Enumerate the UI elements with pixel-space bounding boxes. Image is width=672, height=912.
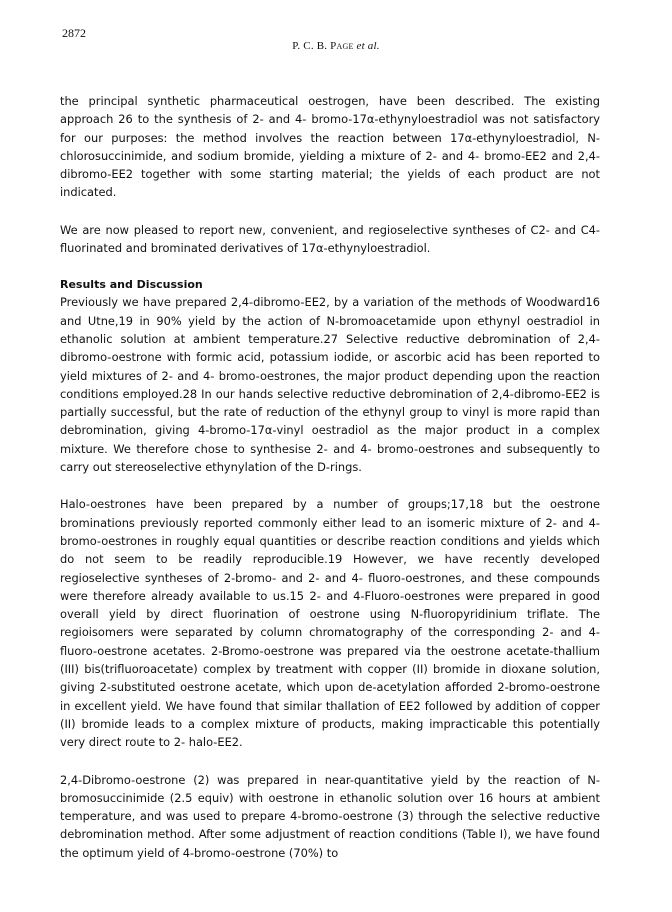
paragraph-results-3: 2,4-Dibromo-oestrone (2) was prepared in near-quantitative yield by the reaction of N-bromosuccinimide (2.5 equiv) with oestrone in ethanolic solution over 16 hours at ambient temperature, and was used to prepare 4-bromo-oestrone (3) through the selective reductive debromination method. After some adjustment of reaction conditions (Table I), we have found the optimum yield of 4-bromo-oestrone (70%) to — [60, 772, 600, 860]
paragraph-results-2: Halo-oestrones have been prepared by a number of groups;17,18 but the oestrone brominations previously reported commonly either lead to an isomeric mixture of 2- and 4- bromo-oestrones in roughly equal quantities or describe reaction conditions and yields which do not seem to be readily reproducible.19 However, we have recently developed regioselective syntheses of 2-bromo- and 2- and 4- fluoro-oestrones, and these compounds were therefore already available to us.15 2- and 4-Fluoro-oestrones were prepared in good overall yield by direct fluorination of oestrone using N-fluoropyridinium triflate. The regioisomers were separated by column chromatography of the corresponding 2- and 4- fluoro-oestrone acetates. 2-Bromo-oestrone was prepared via the oestrone acetate-thallium (III) bis(trifluoroacetate) complex by treatment with copper (II) bromide in dioxane solution, giving 2-substituted oestrone acetate, which upon de-acetylation afforded 2-bromo-oestrone in excellent yield. We have found that similar thallation of EE2 followed by addition of copper (II) bromide leads to a complex mixture of products, making impracticable this potentially very direct route to 2- halo-EE2. — [60, 497, 600, 750]
running-head-etal: et al. — [353, 40, 380, 52]
running-head — [0, 40, 672, 52]
running-head-authors-smallcaps: age — [336, 40, 354, 52]
section-heading: Results and Discussion — [60, 278, 203, 292]
paragraph-aim: We are now pleased to report new, convenient, and regioselective syntheses of C2- and C4- fluorinated and brominated derivatives of 17α-ethynyloestradiol. — [60, 222, 600, 256]
running-head-authors: P. C. B. P — [292, 40, 337, 52]
page-number: 2872 — [62, 26, 86, 40]
article-body — [60, 92, 600, 862]
paragraph-intro-end: the principal synthetic pharmaceutical oestrogen, have been described. The existing approach 26 to the synthesis of 2- and 4- bromo-17α-ethynyloestradiol was not satisfactory for our purposes: the method involves the reaction between 17α-ethynyloestradiol, N-chlorosuccinimide, and sodium bromide, yielding a mixture of 2- and 4- bromo-EE2 and 2,4-dibromo-EE2 together with some starting material; the yields of each product are not indicated. — [60, 94, 600, 200]
paragraph-results-1: Previously we have prepared 2,4-dibromo-EE2, by a variation of the methods of Woodward16 and Utne,19 in 90% yield by the action of N-bromoacetamide upon ethynyl oestradiol in ethanolic solution at ambient temperature.27 Selective reductive debromination of 2,4-dibromo-oestrone with formic acid, potassium iodide, or ascorbic acid has been reported to yield mixtures of 2- and 4- bromo-oestrones, the major product depending upon the reaction conditions employed.28 In our hands selective reductive debromination of 2,4-dibromo-EE2 is partially successful, but the rate of reduction of the ethynyl group to vinyl is more rapid than debromination, giving 4-bromo-17α-vinyl oestradiol as the major product in a complex mixture. We therefore chose to synthesise 2- and 4- bromo-oestrones and subsequently to carry out stereoselective ethynylation of the D-rings. — [60, 295, 600, 475]
